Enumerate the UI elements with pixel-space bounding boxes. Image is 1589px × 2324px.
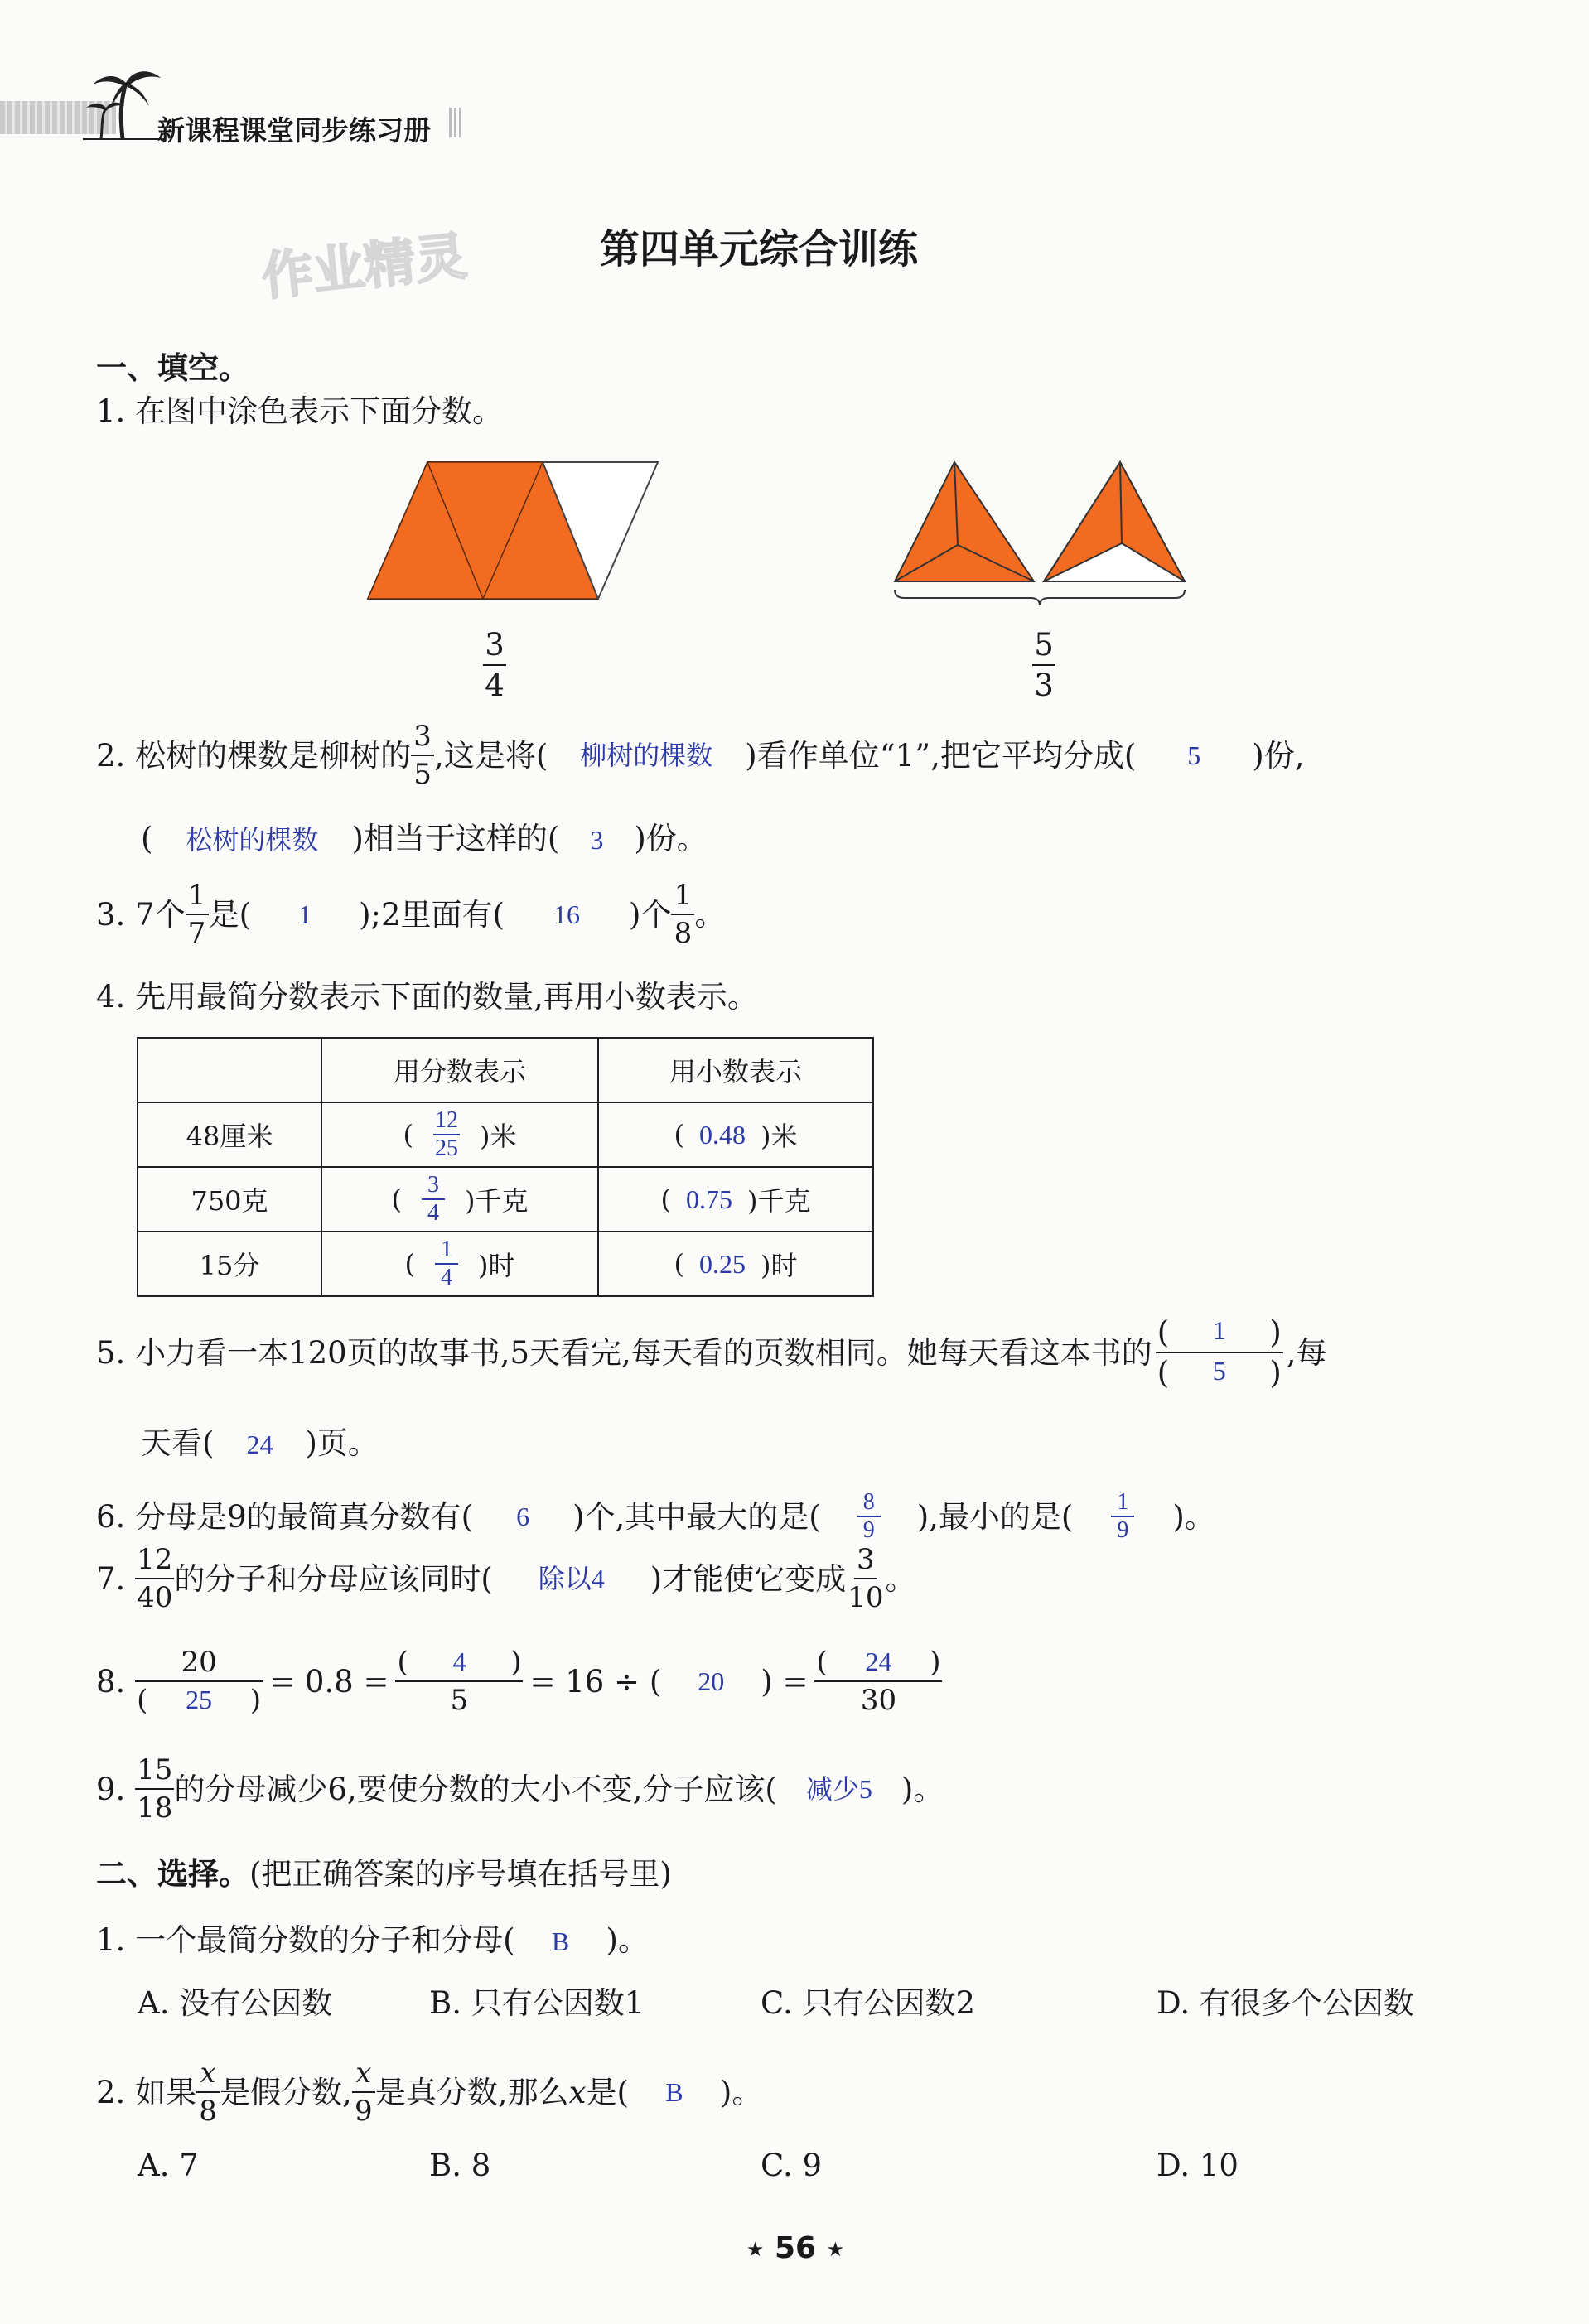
table-header-decimal: 用小数表示 (598, 1038, 873, 1102)
shaded-triangles-figure (888, 457, 1191, 606)
option-c[interactable]: C. 9 (761, 2148, 823, 2183)
answer-8c[interactable]: 20 (698, 1666, 725, 1696)
answer-9[interactable]: 减少5 (805, 1774, 872, 1804)
question-2-1: 1. 一个最简分数的分子和分母( B )。 (96, 1922, 649, 1958)
answer-8d[interactable]: 24 (865, 1647, 892, 1676)
answer-8b[interactable]: 4 (452, 1647, 466, 1676)
page-number-wrap (721, 2231, 870, 2265)
option-list-2 (138, 2150, 1546, 2187)
question-1-8: 8. 20 ( 25 ) = 0.8 = ( 4 ) 5 = 16 ÷ ( 20 ) = ( 24 ) 30 (96, 1646, 941, 1717)
question-1-6: 6. 分母是9的最简真分数有( 6 )个,其中最大的是( $\frac{8}{9}$ ),最小的是( $\frac{1}{9}$ )。 (96, 1489, 1215, 1543)
question-1-9: 9. $\frac{15}{18}$ 的分母减少6,要使分数的大小不变,分子应该( 减少5 )。 (96, 1753, 944, 1825)
option-d[interactable]: D. 有很多个公因数 (1157, 1985, 1414, 2021)
fig1-fraction: $\frac{3}{4}$ (483, 629, 506, 701)
answer-3a[interactable]: 1 (298, 899, 312, 929)
answer-2-2[interactable]: B (665, 2077, 683, 2107)
page-title: 第四单元综合训练 (600, 226, 919, 272)
option-c[interactable]: C. 只有公因数2 (761, 1985, 976, 2021)
table-header-empty (138, 1038, 321, 1102)
answer-3b[interactable]: 16 (553, 899, 580, 929)
answer-2a[interactable]: 柳树的棵数 (580, 740, 713, 770)
answer-4-frac-1[interactable]: $\frac{12}{25}$ (434, 1107, 458, 1161)
option-d[interactable]: D. 10 (1157, 2148, 1239, 2183)
question-2-2: 2. 如果 $\frac{x}{8}$ 是假分数, $\frac{x}{9}$ 是真分数,那么 x 是( B )。 (96, 2056, 763, 2128)
table-row: 48厘米 ( $\frac{12}{25}$ )米 ( 0.48 )米 (138, 1102, 873, 1167)
answer-4-dec-2[interactable]: 0.75 (685, 1184, 732, 1214)
answer-2c[interactable]: 松树的棵数 (186, 825, 319, 855)
answer-6c[interactable]: $\frac{1}{9}$ (1111, 1491, 1134, 1542)
book-title: 新课程课堂同步练习册 (157, 114, 431, 147)
question-1-4: 4. 先用最简分数表示下面的数量,再用小数表示。 (96, 979, 758, 1015)
section-2-label: 二、选择。 (96, 1856, 249, 1892)
header-divider (449, 108, 461, 137)
palm-tree-icon (83, 65, 166, 141)
question-1-2-line2: ( 松树的棵数 )相当于这样的( 3 )份。 (141, 821, 708, 856)
answer-4-frac-2[interactable]: $\frac{3}{4}$ (422, 1174, 445, 1225)
option-a[interactable]: A. 没有公因数 (138, 1985, 333, 2021)
question-1-5: 5. 小力看一本120页的故事书,5天看完,每天看的页数相同。她每天看这本书的 ( 1 ) ( 5 ) ,每 (96, 1314, 1327, 1391)
question-1-7: 7. $\frac{12}{40}$ 的分子和分母应该同时( 除以4 )才能使它变成 $\frac{3}{10}$ 。 (96, 1543, 916, 1614)
answer-4-dec-1[interactable]: 0.48 (698, 1119, 746, 1150)
option-list (138, 1985, 1546, 2024)
question-1-2: 2. 松树的棵数是柳树的 $\frac{3}{5}$ ,这是将( 柳树的棵数 )看作单位“1”,把它平均分成( 5 )份, (96, 720, 1305, 791)
answer-5-num[interactable]: 1 (1212, 1315, 1226, 1345)
question-1-5-line2: 天看( 24 )页。 (141, 1425, 379, 1461)
shaded-parallelogram-figure (365, 458, 663, 603)
answer-4-frac-3[interactable]: $\frac{1}{4}$ (435, 1238, 458, 1290)
answer-4-dec-3[interactable]: 0.25 (698, 1248, 746, 1279)
table-row: 750克 ( $\frac{3}{4}$ )千克 ( 0.75 )千克 (138, 1167, 873, 1232)
option-b[interactable]: B. 只有公因数1 (429, 1985, 645, 2021)
answer-5-den[interactable]: 5 (1212, 1356, 1226, 1386)
answer-2-1[interactable]: B (551, 1926, 570, 1956)
question-1-1: 1. 在图中涂色表示下面分数。 (96, 393, 504, 429)
answer-5b[interactable]: 24 (246, 1430, 273, 1459)
answer-6b[interactable]: $\frac{8}{9}$ (857, 1491, 881, 1542)
answer-2d[interactable]: 3 (590, 825, 604, 855)
watermark: 作业精灵 (258, 225, 470, 307)
section-2-heading: 二、选择。(把正确答案的序号填在括号里) (96, 1856, 672, 1892)
answer-7[interactable]: 除以4 (538, 1564, 605, 1594)
answer-6a[interactable]: 6 (516, 1502, 530, 1531)
option-b[interactable]: B. 8 (429, 2148, 491, 2183)
star-icon: ★ (746, 2238, 765, 2261)
table-header-fraction: 用分数表示 (321, 1038, 598, 1102)
page-number: 56 (774, 2231, 817, 2265)
conversion-table (137, 1037, 874, 1297)
star-icon: ★ (826, 2238, 845, 2261)
option-a[interactable]: A. 7 (138, 2148, 199, 2183)
section-1-label: 一、填空。 (96, 350, 249, 386)
answer-8a[interactable]: 25 (186, 1685, 213, 1714)
table-row: 15分 ( $\frac{1}{4}$ )时 ( 0.25 )时 (138, 1232, 873, 1296)
fig2-fraction: $\frac{5}{3}$ (1032, 629, 1055, 701)
answer-2b[interactable]: 5 (1187, 740, 1201, 770)
question-1-3: 3. 7个 $\frac{1}{7}$ 是( 1 );2里面有( 16 )个 $\frac{1}{8}$ 。 (96, 879, 726, 950)
